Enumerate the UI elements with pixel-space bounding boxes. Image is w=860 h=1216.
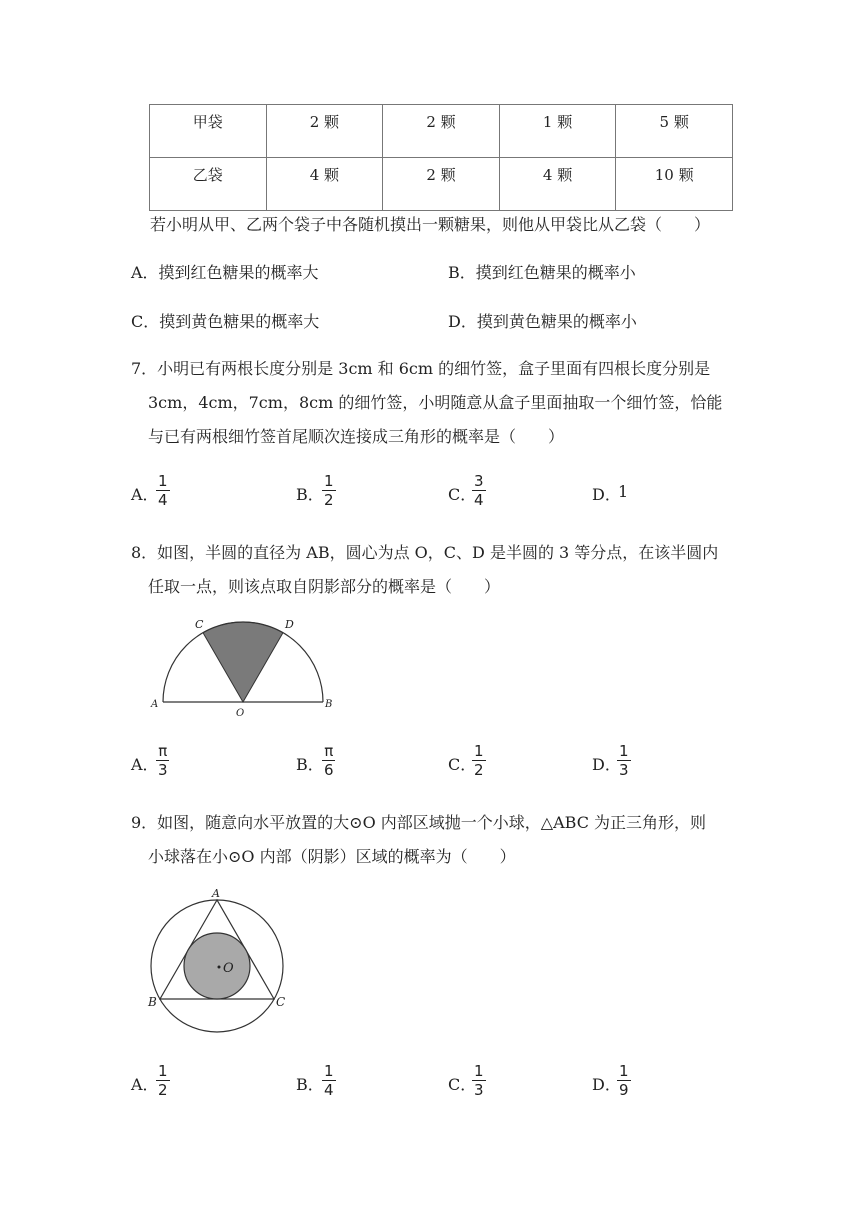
label-o: O: [223, 961, 234, 976]
table-cell: 2 颗: [383, 158, 500, 211]
q7-option-a-fraction: [156, 472, 170, 509]
fraction-numerator: 1: [474, 1062, 484, 1080]
q9-option-a-label: A．: [131, 1075, 159, 1094]
fraction-denominator: 2: [158, 1081, 168, 1099]
candy-table: [149, 104, 733, 211]
q8-option-a-fraction: [156, 742, 170, 779]
q9-option-a-fraction: [156, 1062, 170, 1099]
q6-stem: 若小明从甲、乙两个袋子中各随机摸出一颗糖果，则他从甲袋比从乙袋（ ）: [150, 215, 711, 234]
fraction-numerator: π: [324, 742, 334, 760]
fraction-denominator: 4: [474, 491, 484, 509]
fraction-numerator: 1: [619, 742, 629, 760]
q8-option-b-fraction: [322, 742, 336, 779]
q6-option-a: A．摸到红色糖果的概率大: [131, 263, 319, 282]
q7-line-3: 与已有两根细竹签首尾顺次连接成三角形的概率是（ ）: [148, 427, 565, 446]
fraction-numerator: 1: [324, 1062, 334, 1080]
fraction-numerator: 1: [324, 472, 334, 490]
q7-option-b-label: B．: [296, 485, 324, 504]
q6-option-b: B．摸到红色糖果的概率小: [448, 263, 636, 282]
label-c: C: [276, 995, 286, 1009]
q8-option-d-label: D．: [592, 755, 621, 774]
q9-option-d-label: D．: [592, 1075, 621, 1094]
q9-option-c-label: C．: [448, 1075, 477, 1094]
label-a: A: [212, 888, 220, 900]
label-c: C: [195, 618, 204, 631]
semicircle-figure: [146, 610, 346, 720]
table-cell: 2 颗: [383, 105, 500, 158]
table-row: [150, 158, 733, 211]
fraction-numerator: 1: [158, 1062, 168, 1080]
fraction-denominator: 2: [324, 491, 334, 509]
q8-option-a-label: A．: [131, 755, 159, 774]
table-cell: 4 颗: [499, 158, 616, 211]
fraction-numerator: 1: [474, 742, 484, 760]
table-cell: 10 颗: [616, 158, 733, 211]
shaded-sector: [203, 622, 283, 702]
table-cell: 2 颗: [266, 105, 383, 158]
q7-option-d-label: D．: [592, 485, 621, 504]
circle-triangle-figure: [145, 888, 295, 1038]
fraction-denominator: 3: [619, 761, 629, 779]
fraction-numerator: 1: [619, 1062, 629, 1080]
fraction-denominator: 6: [324, 761, 334, 779]
center-point: [218, 966, 221, 969]
q9-line-1: 9．如图，随意向水平放置的大⊙O 内部区域抛一个小球，△ABC 为正三角形，则: [131, 813, 707, 832]
fraction-denominator: 3: [158, 761, 168, 779]
label-a: A: [151, 699, 159, 710]
fraction-denominator: 2: [474, 761, 484, 779]
q8-line-2: 任取一点，则该点取自阴影部分的概率是（ ）: [148, 577, 501, 596]
fraction-denominator: 4: [158, 491, 168, 509]
fraction-denominator: 4: [324, 1081, 334, 1099]
q9-option-b-label: B．: [296, 1075, 324, 1094]
q8-option-b-label: B．: [296, 755, 324, 774]
q8-option-c-fraction: [472, 742, 486, 779]
label-b: B: [325, 699, 333, 710]
table-row: [150, 105, 733, 158]
fraction-numerator: 3: [474, 472, 484, 490]
q7-option-a-label: A．: [131, 485, 159, 504]
row-header: 乙袋: [150, 158, 267, 211]
table-cell: 5 颗: [616, 105, 733, 158]
table-cell: 1 颗: [499, 105, 616, 158]
q9-option-b-fraction: [322, 1062, 336, 1099]
fraction-numerator: 1: [158, 472, 168, 490]
label-o: O: [236, 708, 245, 719]
q7-option-c-fraction: [472, 472, 486, 509]
q7-option-d-value: 1: [618, 482, 629, 501]
label-b: B: [148, 995, 157, 1009]
q7-option-b-fraction: [322, 472, 336, 509]
q8-option-c-label: C．: [448, 755, 477, 774]
q7-option-c-label: C．: [448, 485, 477, 504]
fraction-denominator: 3: [474, 1081, 484, 1099]
q9-line-2: 小球落在小⊙O 内部（阴影）区域的概率为（ ）: [148, 847, 516, 866]
q7-line-2: 3cm，4cm，7cm，8cm 的细竹签，小明随意从盒子里面抽取一个细竹签，恰能: [148, 393, 723, 412]
q9-option-d-fraction: [617, 1062, 631, 1099]
q6-option-d: D．摸到黄色糖果的概率小: [448, 312, 637, 331]
small-circle-shaded: [184, 933, 250, 999]
row-header: 甲袋: [150, 105, 267, 158]
fraction-denominator: 9: [619, 1081, 629, 1099]
q7-line-1: 7．小明已有两根长度分别是 3cm 和 6cm 的细竹签，盒子里面有四根长度分别是: [131, 359, 711, 378]
table-cell: 4 颗: [266, 158, 383, 211]
fraction-numerator: π: [158, 742, 168, 760]
q9-option-c-fraction: [472, 1062, 486, 1099]
q8-option-d-fraction: [617, 742, 631, 779]
label-d: D: [285, 618, 294, 631]
q6-option-c: C．摸到黄色糖果的概率大: [131, 312, 320, 331]
q8-line-1: 8．如图，半圆的直径为 AB，圆心为点 O，C、D 是半圆的 3 等分点，在该半圆内: [131, 543, 719, 562]
